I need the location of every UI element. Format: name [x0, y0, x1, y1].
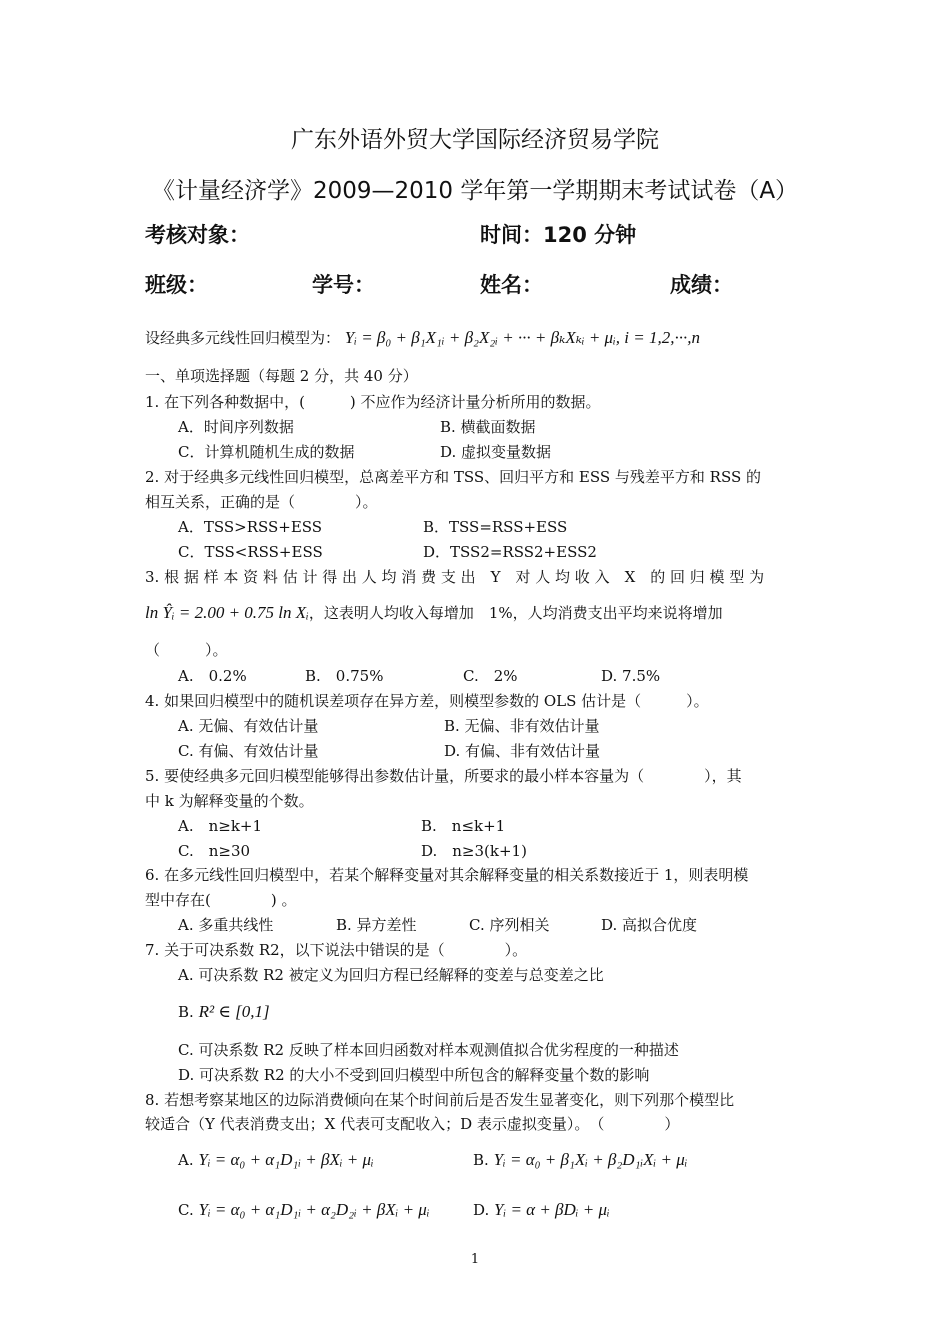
- q7-stem: 7. 关于可决系数 R2，以下说法中错误的是（ ）。: [145, 941, 528, 959]
- exam-time-label: 时间：120 分钟: [480, 223, 637, 247]
- score-label: 成绩：: [670, 273, 733, 297]
- q4-stem: 4. 如果回归模型中的随机误差项存在异方差，则模型参数的 OLS 估计是（ ）。: [145, 692, 709, 710]
- q7-option-c: C. 可决系数 R2 反映了样本回归函数对样本观测值拟合优劣程度的一种描述: [178, 1041, 679, 1059]
- q5-option-b: B. n≤k+1: [421, 817, 506, 835]
- q6-option-c: C. 序列相关: [469, 916, 550, 934]
- q6-option-a: A. 多重共线性: [178, 916, 274, 934]
- q4-option-b: B. 无偏、非有效估计量: [444, 717, 600, 735]
- q3-stem-text: ，这表明人均收入每增加 1%，人均消费支出平均来说将增加: [308, 604, 723, 622]
- q3-option-a: A. 0.2%: [178, 667, 247, 685]
- q8-option-d-formula: Yᵢ = α + βDᵢ + μᵢ: [494, 1200, 610, 1219]
- q8-option-c: [178, 1200, 430, 1220]
- q5-option-c: C. n≥30: [178, 842, 251, 860]
- q1-option-c: C．计算机随机生成的数据: [178, 443, 355, 461]
- q2-option-c: C．TSS<RSS+ESS: [178, 543, 323, 561]
- q4-option-a: A. 无偏、有效估计量: [178, 717, 319, 735]
- model-intro-text: 设经典多元线性回归模型为：: [145, 329, 341, 347]
- q8-option-b-label: B.: [473, 1151, 489, 1169]
- q1-option-b: B. 横截面数据: [440, 418, 536, 436]
- q8-stem-line1: 8. 若想考察某地区的边际消费倾向在某个时间前后是否发生显著变化，则下列那个模型比: [145, 1091, 735, 1109]
- q3-stem-line2: [145, 603, 723, 623]
- q6-stem-line2: 型中存在( ) 。: [145, 891, 297, 909]
- school-title: 广东外语外贸大学国际经济贸易学院: [291, 127, 659, 153]
- name-label: 姓名：: [480, 273, 543, 297]
- section-heading: 一、单项选择题（每题 2 分，共 40 分）: [145, 367, 418, 385]
- q3-stem-line3: （ ）。: [145, 641, 228, 659]
- model-formula: Yᵢ = β₀ + β₁X₁ᵢ + β₂X₂ᵢ + ··· + βₖXₖᵢ + μᵢ, i = 1,2,···,n: [344, 328, 700, 347]
- q2-stem-line1: 2. 对于经典多元线性回归模型，总离差平方和 TSS、回归平方和 ESS 与残差平方和 RSS 的: [145, 468, 762, 486]
- q6-stem-line1: 6. 在多元线性回归模型中，若某个解释变量对其余解释变量的相关系数接近于 1，则表明模: [145, 866, 749, 884]
- q3-option-d: D. 7.5%: [601, 667, 661, 685]
- q8-option-c-formula: Yᵢ = α₀ + α₁D₁ᵢ + α₂D₂ᵢ + βXᵢ + μᵢ: [198, 1200, 430, 1219]
- q7-option-d: D. 可决系数 R2 的大小不受到回归模型中所包含的解释变量个数的影响: [178, 1066, 650, 1084]
- q7-option-b-formula: R² ∈ [0,1]: [198, 1002, 270, 1021]
- q8-option-a-label: A.: [178, 1151, 194, 1169]
- q5-option-a: A. n≥k+1: [178, 817, 263, 835]
- exam-object-label: 考核对象：: [145, 223, 250, 247]
- q8-option-a-formula: Yᵢ = α₀ + α₁D₁ᵢ + βXᵢ + μᵢ: [198, 1150, 374, 1169]
- q3-formula: ln Ŷᵢ = 2.00 + 0.75 ln Xᵢ: [145, 603, 309, 622]
- q2-stem-line2: 相互关系，正确的是（ ）。: [145, 493, 378, 511]
- q5-option-d: D. n≥3(k+1): [421, 842, 527, 860]
- q1-stem: 1. 在下列各种数据中，( ) 不应作为经济计量分析所用的数据。: [145, 393, 601, 411]
- q2-option-d: D．TSS2=RSS2+ESS2: [423, 543, 597, 561]
- page-number: 1: [470, 1252, 480, 1267]
- q7-option-b-label: B.: [178, 1003, 194, 1021]
- q8-option-b-formula: Yᵢ = α₀ + β₁Xᵢ + β₂D₁ᵢXᵢ + μᵢ: [493, 1150, 688, 1169]
- q2-option-b: B．TSS=RSS+ESS: [423, 518, 568, 536]
- q8-option-d: [473, 1200, 610, 1220]
- q8-option-c-label: C.: [178, 1201, 194, 1219]
- q4-option-d: D. 有偏、非有效估计量: [444, 742, 601, 760]
- q5-stem-line2: 中 k 为解释变量的个数。: [145, 792, 314, 810]
- q8-stem-line2: 较适合（Y 代表消费支出；X 代表可支配收入；D 表示虚拟变量）。 （ ）: [145, 1115, 680, 1133]
- exam-title: 《计量经济学》2009—2010 学年第一学期期末考试试卷（A）: [151, 178, 799, 204]
- q8-option-b: [473, 1150, 687, 1170]
- q8-option-d-label: D.: [473, 1201, 490, 1219]
- q5-stem-line1: 5. 要使经典多元回归模型能够得出参数估计量，所要求的最小样本容量为（ ），其: [145, 767, 742, 785]
- q7-option-b: [178, 1002, 270, 1022]
- q8-option-a: [178, 1150, 374, 1170]
- q3-option-b: B. 0.75%: [305, 667, 384, 685]
- q1-option-d: D. 虚拟变量数据: [440, 443, 552, 461]
- q3-stem-line1: 3. 根 据 样 本 资 料 估 计 得 出 人 均 消 费 支 出 Y 对 人 均 收 入 X 的 回 归 模 型 为: [145, 568, 765, 586]
- student-id-label: 学号：: [312, 273, 375, 297]
- q6-option-b: B. 异方差性: [336, 916, 417, 934]
- q3-option-c: C. 2%: [463, 667, 518, 685]
- q1-option-a: A．时间序列数据: [178, 418, 294, 436]
- q2-option-a: A．TSS>RSS+ESS: [178, 518, 323, 536]
- q4-option-c: C. 有偏、有效估计量: [178, 742, 319, 760]
- q7-option-a: A. 可决系数 R2 被定义为回归方程已经解释的变差与总变差之比: [178, 966, 604, 984]
- model-intro: [145, 328, 700, 348]
- class-label: 班级：: [145, 273, 208, 297]
- q6-option-d: D. 高拟合优度: [601, 916, 698, 934]
